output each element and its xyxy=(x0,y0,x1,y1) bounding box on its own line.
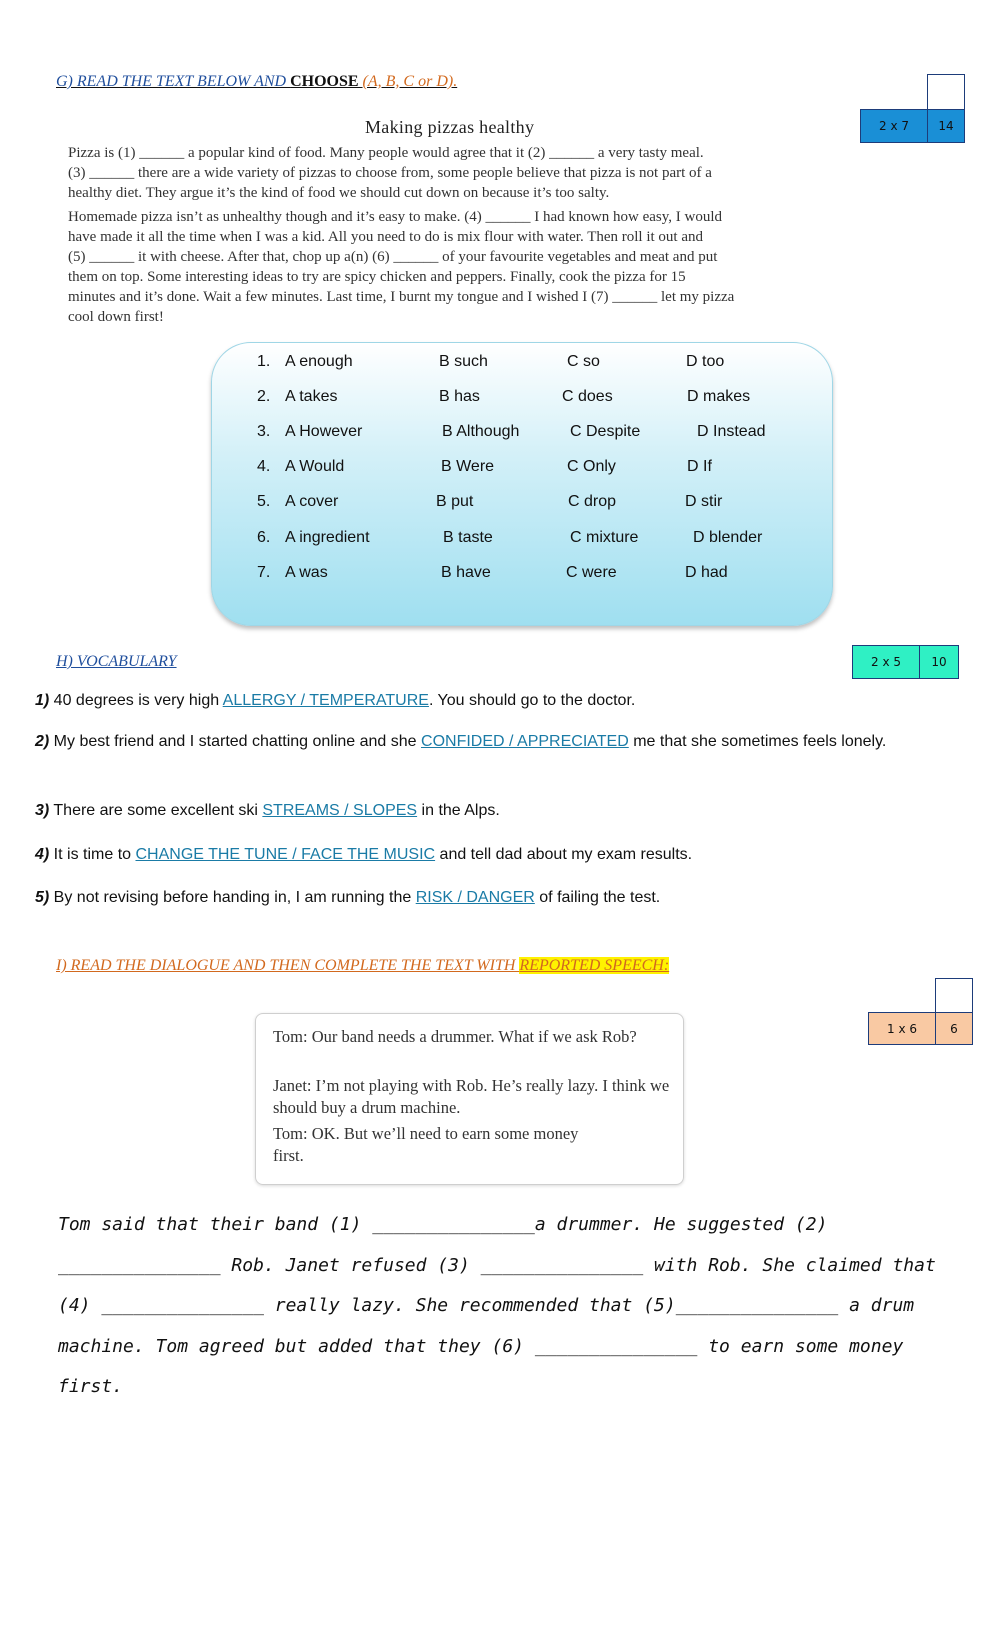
vocab-text: in the Alps. xyxy=(417,802,500,819)
option-c[interactable]: C so xyxy=(567,353,600,370)
vocab-choice[interactable]: RISK / DANGER xyxy=(415,889,535,906)
passage-line: cool down first! xyxy=(68,309,164,325)
score-value-cell xyxy=(919,645,959,679)
option-c[interactable]: C Despite xyxy=(570,423,641,440)
option-b[interactable]: B have xyxy=(441,564,491,581)
vocab-text: me that she sometimes feels lonely. xyxy=(628,733,887,750)
vocab-text: There are some excellent ski xyxy=(49,802,263,819)
option-d[interactable]: D blender xyxy=(693,529,763,546)
score-label-cell xyxy=(852,645,920,679)
report-line-text: _______________ Rob. Janet refused (3) _______________ with Rob. She claimed that xyxy=(58,1254,936,1276)
option-a[interactable]: A cover xyxy=(285,493,339,510)
dialogue-text: OK. But we’ll need to earn some money first. xyxy=(273,1124,579,1165)
option-row xyxy=(212,529,832,553)
vocab-item xyxy=(35,797,955,824)
option-c[interactable]: C does xyxy=(562,388,613,405)
score-label: 2 x 5 xyxy=(871,655,901,669)
vocab-text: It is time to xyxy=(49,846,136,863)
vocab-number: 3) xyxy=(35,802,50,819)
passage-line: Pizza is (1) ______ a popular kind of food. Many people would agree that it (2) ______ a very tasty meal. xyxy=(68,145,704,161)
option-number: 3. xyxy=(257,423,271,440)
passage-line: minutes and it’s done. Wait a few minutes. Last time, I burnt my tongue and I wished I (7) ______ let my pizza xyxy=(68,289,735,305)
option-a[interactable]: A ingredient xyxy=(285,529,370,546)
option-row xyxy=(212,353,832,377)
score-value: 10 xyxy=(931,655,947,669)
vocab-item xyxy=(35,687,955,714)
option-d[interactable]: D stir xyxy=(685,493,723,510)
section-i-heading-instruction: I) READ THE DIALOGUE AND THEN COMPLETE THE TEXT WITH xyxy=(56,957,520,974)
passage-line: healthy diet. They argue it’s the kind of food we should cut down on because it’s too salty. xyxy=(68,185,610,201)
section-g-heading-options: (A, B, C or D). xyxy=(362,73,458,90)
option-number: 2. xyxy=(257,388,271,405)
dialogue-speaker: Tom: xyxy=(273,1124,308,1143)
vocab-text: . You should go to the doctor. xyxy=(428,692,636,709)
option-b[interactable]: B Were xyxy=(441,458,495,475)
vocab-choice[interactable]: CHANGE THE TUNE / FACE THE MUSIC xyxy=(135,846,436,863)
option-b[interactable]: B Although xyxy=(442,423,520,440)
option-number: 4. xyxy=(257,458,271,475)
passage-title: Making pizzas healthy xyxy=(365,117,535,137)
options-box xyxy=(211,342,833,626)
passage-line: (5) ______ it with cheese. After that, chop up a(n) (6) ______ of your favourite vegetables and meat and put xyxy=(68,249,718,265)
score-empty-cell xyxy=(927,74,965,110)
dialogue-line xyxy=(273,1123,613,1167)
report-line-text: first. xyxy=(58,1376,124,1397)
score-value-cell xyxy=(935,1012,973,1045)
vocab-text: My best friend and I started chatting online and she xyxy=(49,733,422,750)
option-row xyxy=(212,423,832,447)
option-c[interactable]: C Only xyxy=(567,458,616,475)
option-b[interactable]: B put xyxy=(436,493,474,510)
dialogue-text: I’m not playing with Rob. He’s really lazy. I think we should buy a drum machine. xyxy=(273,1076,670,1117)
option-a[interactable]: A However xyxy=(285,423,363,440)
option-d[interactable]: D had xyxy=(685,564,728,581)
vocab-number: 5) xyxy=(35,889,50,906)
section-g-heading-choose: CHOOSE xyxy=(290,73,363,90)
option-row xyxy=(212,458,832,482)
score-label: 1 x 6 xyxy=(887,1021,917,1036)
option-c[interactable]: C mixture xyxy=(570,529,639,546)
score-value-cell xyxy=(927,109,965,143)
report-line xyxy=(58,1367,938,1408)
report-line-text: Tom said that their band (1) _______________a drummer. He suggested (2) xyxy=(58,1214,828,1235)
vocab-item xyxy=(35,728,955,755)
score-empty-cell xyxy=(935,978,973,1013)
section-g-heading-instruction: G) READ THE TEXT BELOW AND xyxy=(56,73,291,90)
option-row xyxy=(212,564,832,588)
option-d[interactable]: D too xyxy=(686,353,725,370)
dialogue-line xyxy=(273,1075,673,1119)
vocab-choice[interactable]: CONFIDED / APPRECIATED xyxy=(421,733,629,750)
score-label: 2 x 7 xyxy=(879,119,909,133)
option-d[interactable]: D Instead xyxy=(697,423,766,440)
vocab-number: 1) xyxy=(35,692,50,709)
report-line xyxy=(58,1327,938,1368)
score-label-cell xyxy=(860,109,928,143)
report-line-text: machine. Tom agreed but added that they (6) _______________ to earn some money xyxy=(58,1335,904,1357)
dialogue-speaker: Janet: xyxy=(273,1076,312,1095)
section-g-heading xyxy=(56,73,457,91)
passage-line: (3) ______ there are a wide variety of pizzas to choose from, some people believe that pizza is not part of a xyxy=(68,165,712,181)
section-i-heading xyxy=(56,957,669,975)
option-d[interactable]: D If xyxy=(687,458,712,475)
vocab-text: 40 degrees is very high xyxy=(49,692,223,709)
option-a[interactable]: A takes xyxy=(285,388,338,405)
passage-line: them on top. Some interesting ideas to try are spicy chicken and peppers. Finally, cook the pizza for 15 xyxy=(68,269,686,285)
dialogue-speaker: Tom: xyxy=(273,1027,308,1046)
vocab-number: 2) xyxy=(35,733,50,750)
option-number: 1. xyxy=(257,353,271,370)
report-line-text: (4) _______________ really lazy. She recommended that (5)_______________ a drum xyxy=(58,1295,915,1316)
option-number: 5. xyxy=(257,493,271,510)
vocab-choice[interactable]: ALLERGY / TEMPERATURE xyxy=(222,692,429,709)
passage-text xyxy=(68,143,968,327)
dialogue-text: Our band needs a drummer. What if we ask Rob? xyxy=(307,1027,637,1046)
option-number: 7. xyxy=(257,564,271,581)
option-number: 6. xyxy=(257,529,271,546)
passage-line: Homemade pizza isn’t as unhealthy though and it’s easy to make. (4) ______ I had known how easy, I would xyxy=(68,209,723,225)
dialogue-box xyxy=(255,1013,684,1185)
vocab-text: By not revising before handing in, I am running the xyxy=(49,889,416,906)
score-value: 6 xyxy=(950,1021,958,1036)
option-a[interactable]: A Would xyxy=(285,458,345,475)
passage-line: have made it all the time when I was a kid. All you need to do is mix flour with water. Then roll it out and xyxy=(68,229,704,245)
report-line xyxy=(58,1246,938,1287)
section-i-heading-highlight: REPORTED SPEECH: xyxy=(519,957,670,974)
option-c[interactable]: C were xyxy=(566,564,617,581)
vocab-choice[interactable]: STREAMS / SLOPES xyxy=(262,802,418,819)
vocab-number: 4) xyxy=(35,846,50,863)
report-line xyxy=(58,1205,938,1246)
option-b[interactable]: B taste xyxy=(443,529,493,546)
option-b[interactable]: B such xyxy=(439,353,488,370)
report-line xyxy=(58,1286,938,1327)
dialogue-line xyxy=(273,1026,673,1048)
option-a[interactable]: A enough xyxy=(285,353,353,370)
option-row xyxy=(212,493,832,517)
score-value: 14 xyxy=(938,119,954,133)
option-row xyxy=(212,388,832,412)
section-h-heading: H) VOCABULARY xyxy=(56,653,177,670)
score-label-cell xyxy=(868,1012,936,1045)
vocab-text: and tell dad about my exam results. xyxy=(435,846,693,863)
reported-speech-text xyxy=(58,1205,938,1408)
vocab-text: of failing the test. xyxy=(534,889,661,906)
option-a[interactable]: A was xyxy=(285,564,328,581)
option-b[interactable]: B has xyxy=(439,388,480,405)
vocab-item xyxy=(35,884,955,911)
vocab-item xyxy=(35,841,955,868)
option-d[interactable]: D makes xyxy=(687,388,751,405)
option-c[interactable]: C drop xyxy=(568,493,617,510)
